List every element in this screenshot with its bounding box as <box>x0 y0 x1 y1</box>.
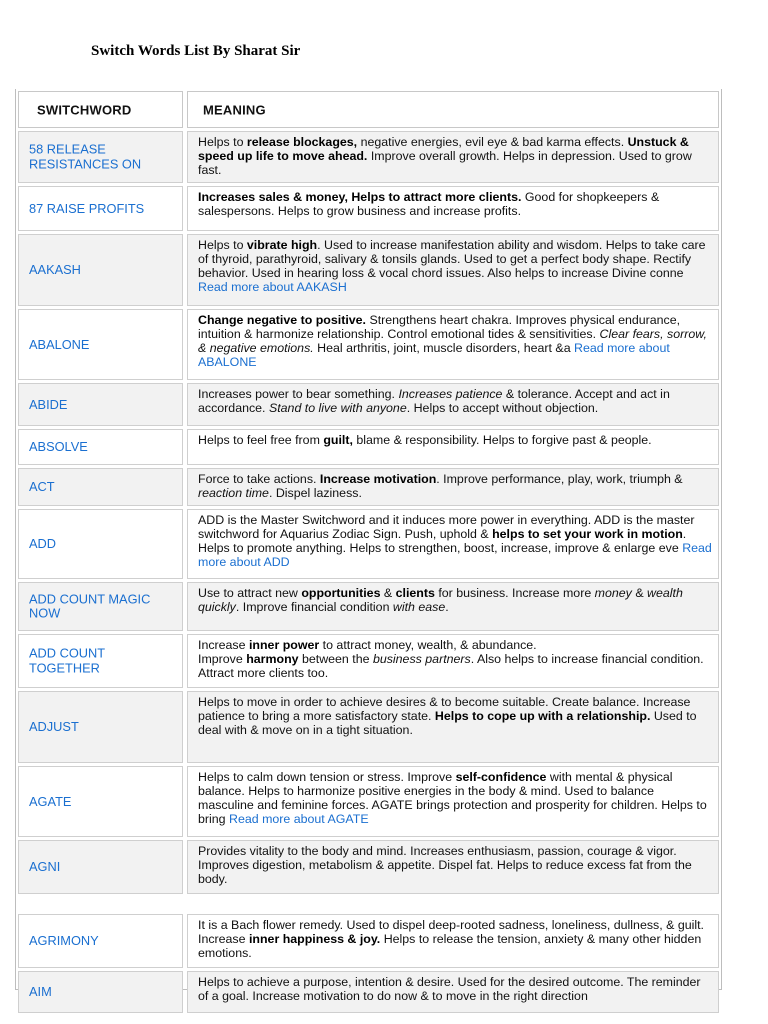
switchword-cell <box>18 971 183 1013</box>
meaning-text-segment: ADD is the Master Switchword and it induces more power in everything. ADD is the master switchword for Aquarius Zodiac Sign. Push, uphold & <box>198 513 695 541</box>
meaning-text-segment: . Improve financial condition <box>235 600 393 614</box>
meaning-bold-text: Unstuck & speed up life to move ahead. <box>198 135 689 163</box>
meaning-text-segment: Strengthens heart chakra. Improves physical endurance, intuition & harmonize relationship. Control emotional tides & sensitivities. <box>198 313 681 341</box>
meaning-bold-text: opportunities <box>301 586 381 600</box>
switchword-cell <box>18 429 183 465</box>
header-cell-switchword <box>18 91 183 128</box>
meaning-italic-text: wealth quickly <box>198 586 683 614</box>
meaning-text <box>198 638 712 680</box>
meaning-text <box>198 586 712 614</box>
meaning-text-segment: . Improve performance, play, work, triumph & <box>436 472 683 486</box>
switchword-cell <box>18 383 183 426</box>
meaning-text-segment: Helps to release the tension, anxiety & many other hidden emotions. <box>198 932 702 960</box>
meaning-bold-text: release blockages, <box>246 135 358 149</box>
meaning-text-segment: Helps to move in order to achieve desires & to become suitable. Create balance. Increase patience to bring a more satisfactory state. <box>198 695 691 723</box>
meaning-text <box>198 975 712 1003</box>
meaning-text-segment: . Helps to accept without objection. <box>406 401 599 415</box>
meaning-text <box>198 238 712 294</box>
switchword-link[interactable]: 58 RELEASE RESISTANCES ON <box>29 141 142 171</box>
meaning-cell <box>187 429 719 465</box>
meaning-bold-text: Change negative to positive. <box>198 313 366 327</box>
meaning-italic-text: Increases patience <box>398 387 503 401</box>
meaning-text <box>198 472 712 500</box>
meaning-text <box>198 135 712 177</box>
switchword-link[interactable]: ACT <box>29 478 55 494</box>
meaning-bold-text: inner happiness & joy. <box>248 932 381 946</box>
meaning-italic-text: money <box>594 586 632 600</box>
meaning-italic-text: Stand to live with anyone <box>268 401 407 415</box>
meaning-text-segment: Helps to <box>198 135 247 149</box>
meaning-bold-text: vibrate high <box>246 238 318 252</box>
header-meaning: MEANING <box>203 102 266 117</box>
meaning-text-segment: & <box>631 586 648 600</box>
meaning-text <box>198 313 712 369</box>
meaning-cell <box>187 131 719 183</box>
meaning-text-segment: . Helps to promote anything. Helps to strengthen, boost, increase, improve & enlarge eve <box>198 527 687 555</box>
table-row <box>16 838 721 895</box>
meaning-text-segment: . Dispel laziness. <box>268 486 362 500</box>
switchword-link[interactable]: AGRIMONY <box>29 932 99 948</box>
meaning-text <box>198 844 712 886</box>
document-title: Switch Words List By Sharat Sir <box>91 43 301 59</box>
meaning-cell <box>187 766 719 837</box>
meaning-cell <box>187 914 719 968</box>
meaning-text-segment: Increases power to bear something. <box>198 387 399 401</box>
meaning-text-segment: . Used to increase manifestation ability and wisdom. Helps to take care of thyroid, parathyroid, salivary & tonsils glands. Used to get a perfect body shape. Rectify behavior. Used in hearing loss & vocal chord issues. Also helps to increase Divine conne <box>198 238 706 280</box>
meaning-cell <box>187 383 719 426</box>
switchword-link[interactable]: ADD <box>29 535 57 551</box>
meaning-text <box>198 513 712 569</box>
switchword-cell <box>18 131 183 183</box>
meaning-text <box>198 770 712 826</box>
switchword-cell <box>18 509 183 579</box>
meaning-cell <box>187 468 719 506</box>
meaning-cell <box>187 186 719 231</box>
table-row <box>16 969 721 1014</box>
table-header-row <box>16 89 721 129</box>
header-cell-meaning <box>187 91 719 128</box>
meaning-cell <box>187 509 719 579</box>
switchword-link[interactable]: ABALONE <box>29 336 90 352</box>
meaning-text-segment: with mental & physical balance. Helps to harmonize positive energies in the body & mind. Used to balance masculine and feminine forces. AGATE brings protection and prosperity for children. Helps to bring <box>198 770 707 826</box>
table-row <box>16 912 721 969</box>
switchword-link[interactable]: AGATE <box>29 793 72 809</box>
meaning-bold-text: inner power <box>248 638 320 652</box>
meaning-bold-text: helps to set your work in motion <box>492 527 683 541</box>
meaning-bold-text: self-confidence <box>455 770 547 784</box>
read-more-link[interactable]: Read more about AGATE <box>229 812 369 826</box>
meaning-text-segment: Helps to calm down tension or stress. Improve <box>198 770 456 784</box>
meaning-text-segment: & <box>380 586 396 600</box>
switchword-cell <box>18 309 183 380</box>
meaning-bold-text: clients <box>395 586 435 600</box>
switchword-link[interactable]: AAKASH <box>29 261 81 277</box>
table-row <box>16 764 721 838</box>
switchword-link[interactable]: AIM <box>29 983 52 999</box>
meaning-text <box>198 695 712 737</box>
meaning-text-segment: Improve overall growth. Helps in depression. Used to grow fast. <box>198 149 692 177</box>
table-row <box>16 307 721 381</box>
meaning-text <box>198 433 712 447</box>
meaning-bold-text: guilt, <box>323 433 353 447</box>
meaning-bold-text: harmony <box>246 652 299 666</box>
table-row <box>16 381 721 427</box>
meaning-cell <box>187 840 719 894</box>
meaning-text-segment: Force to take actions. <box>198 472 320 486</box>
table-row <box>16 580 721 632</box>
switchword-cell <box>18 914 183 968</box>
switchword-cell <box>18 234 183 306</box>
meaning-cell <box>187 691 719 763</box>
meaning-text-segment: . <box>445 600 449 614</box>
meaning-cell <box>187 582 719 631</box>
meaning-text-segment: between the <box>298 652 373 666</box>
meaning-text-segment: Used to deal with & move on in a tight situation. <box>198 709 697 737</box>
meaning-text-segment: It is a Bach flower remedy. Used to dispel deep-rooted sadness, loneliness, dullness, & guilt. Increase <box>198 918 704 946</box>
switchword-link[interactable]: 87 RAISE PROFITS <box>29 200 145 216</box>
switchword-table <box>15 89 722 1003</box>
meaning-text-segment: to attract money, wealth, & abundance. <box>319 638 537 652</box>
table-row <box>16 507 721 580</box>
meaning-text-segment: Helps to feel free from <box>198 433 324 447</box>
switchword-cell <box>18 468 183 506</box>
meaning-cell <box>187 234 719 306</box>
read-more-link[interactable]: Read more about AAKASH <box>198 280 347 294</box>
meaning-text-segment: . Also helps to increase financial condition. Attract more clients too. <box>198 652 704 680</box>
meaning-bold-text: Increases sales & money, Helps to attract more clients. <box>198 190 522 204</box>
meaning-italic-text: business partners <box>372 652 471 666</box>
meaning-text-segment: Good for shopkeepers & salespersons. Helps to grow business and increase profits. <box>198 190 660 218</box>
switchword-cell <box>18 691 183 763</box>
table-row <box>16 427 721 466</box>
meaning-text-segment: negative energies, evil eye & bad karma effects. <box>357 135 628 149</box>
meaning-text-segment: Helps to <box>198 238 247 252</box>
meaning-italic-text: reaction time <box>198 486 269 500</box>
meaning-bold-text: Increase motivation <box>319 472 437 486</box>
table-row <box>16 466 721 507</box>
read-more-link[interactable]: Read more about ABALONE <box>198 341 670 369</box>
switchword-cell <box>18 766 183 837</box>
meaning-text <box>198 387 712 415</box>
meaning-text-segment: blame & responsibility. Helps to forgive past & people. <box>352 433 652 447</box>
table-row <box>16 184 721 232</box>
meaning-cell <box>187 634 719 688</box>
switchword-cell <box>18 634 183 688</box>
meaning-cell <box>187 971 719 1013</box>
meaning-text-segment: Improve <box>198 652 247 666</box>
switchword-link[interactable]: ADJUST <box>29 718 79 734</box>
switchword-cell <box>18 582 183 631</box>
switchword-cell <box>18 840 183 894</box>
switchword-link[interactable]: AGNI <box>29 858 61 874</box>
meaning-text-segment: for business. Increase more <box>434 586 595 600</box>
switchword-link[interactable]: ABIDE <box>29 396 68 412</box>
meaning-bold-text: Helps to cope up with a relationship. <box>434 709 651 723</box>
meaning-text-segment: Helps to achieve a purpose, intention & desire. Used for the desired outcome. The reminder of a goal. Increase motivation to do now & to move in the right direction <box>198 975 701 1003</box>
table-row <box>16 232 721 307</box>
meaning-text-segment: Increase <box>198 638 249 652</box>
meaning-text-segment: Provides vitality to the body and mind. Increases enthusiasm, passion, courage & vigor. Improves digestion, metabolism & appetite. Dispel fat. Helps to reduce excess fat from the body. <box>198 844 692 886</box>
meaning-text <box>198 918 712 960</box>
meaning-text-segment: Use to attract new <box>198 586 302 600</box>
meaning-italic-text: Clear fears, sorrow, & negative emotions. <box>198 327 707 355</box>
switchword-cell <box>18 186 183 231</box>
meaning-cell <box>187 309 719 380</box>
header-switchword: SWITCHWORD <box>37 102 132 117</box>
meaning-text-segment: Heal arthritis, joint, muscle disorders, heart &a <box>313 341 575 355</box>
meaning-text <box>198 190 712 218</box>
table-row <box>16 689 721 764</box>
meaning-italic-text: with ease <box>392 600 446 614</box>
switchword-link[interactable]: ADD COUNT TOGETHER <box>29 645 105 675</box>
table-row <box>16 129 721 184</box>
read-more-link[interactable]: Read more about ADD <box>198 541 712 569</box>
table-row <box>16 632 721 689</box>
switchword-link[interactable]: ADD COUNT MAGIC NOW <box>29 591 151 621</box>
switchword-link[interactable]: ABSOLVE <box>29 438 88 454</box>
meaning-text-segment: & tolerance. Accept and act in accordance. <box>198 387 670 415</box>
